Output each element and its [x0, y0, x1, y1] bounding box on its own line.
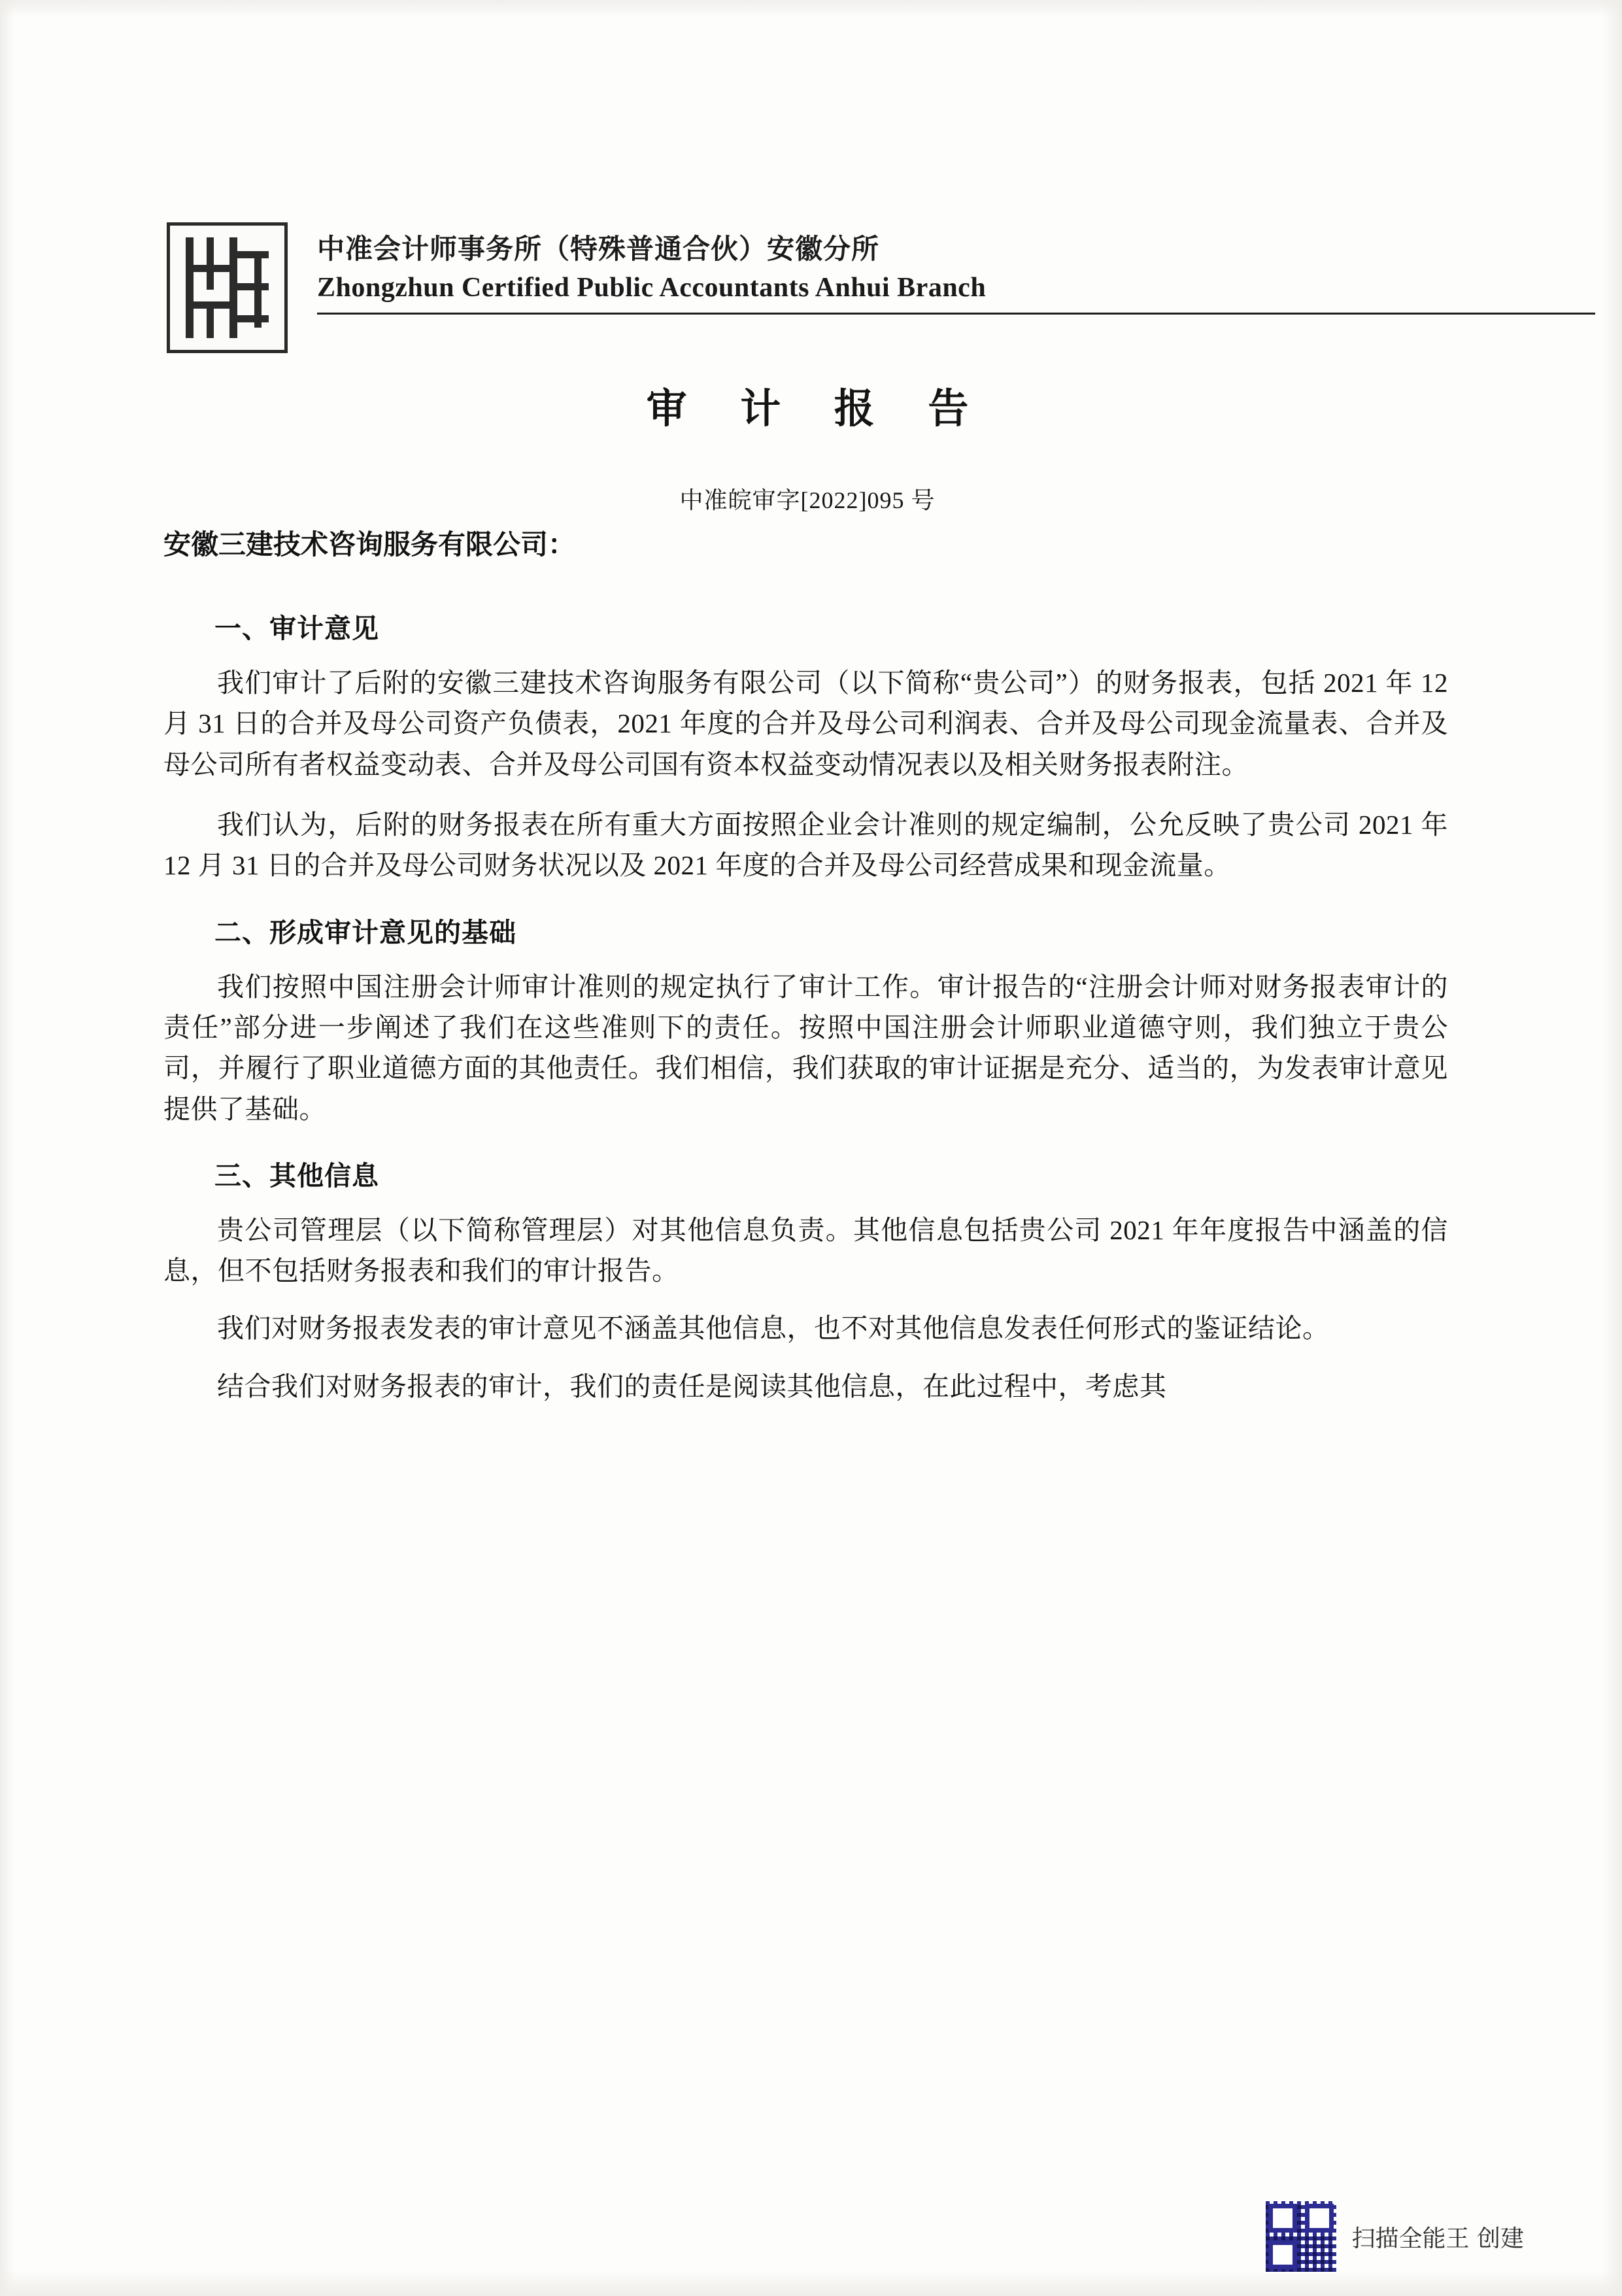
watermark-text: 扫描全能王 创建 [1351, 2225, 1524, 2252]
qr-code-icon [1264, 2200, 1338, 2273]
company-seal-icon [167, 222, 288, 353]
paragraph: 我们按照中国注册会计师审计准则的规定执行了审计工作。审计报告的“注册会计师对财务报表审计的责任”部分进一步阐述了我们在这些准则下的责任。按照中国注册会计师职业道德守则，我们独立于贵公司，并履行了职业道德方面的其他责任。我们相信，我们获取的审计证据是充分、适当的，为发表审计意见提供了基础。 [163, 971, 1448, 1124]
section-heading-2: 二、形成审计意见的基础 [214, 916, 516, 948]
scan-edge-left [0, 0, 14, 2296]
section-heading-3: 三、其他信息 [214, 1159, 379, 1191]
document-number: 中准皖审字[2022]095 号 [679, 487, 936, 513]
letterhead [167, 216, 1448, 356]
paragraph: 结合我们对财务报表的审计，我们的责任是阅读其他信息，在此过程中，考虑其 [217, 1371, 1167, 1401]
document-body [163, 582, 1448, 1424]
letterhead-divider [317, 313, 1595, 315]
paragraph: 贵公司管理层（以下简称管理层）对其他信息负责。其他信息包括贵公司 2021 年年度报告中涵盖的信息，但不包括财务报表和我们的审计报告。 [163, 1214, 1448, 1286]
firm-name-chinese: 中准会计师事务所（特殊普通合伙）安徽分所 [317, 233, 880, 265]
section-heading-1: 一、审计意见 [214, 613, 379, 644]
paragraph: 我们认为，后附的财务报表在所有重大方面按照企业会计准则的规定编制，公允反映了贵公司 2021 年 12 月 31 日的合并及母公司财务状况以及 2021 年度的合并及母公司经营成果和现金流量。 [163, 809, 1448, 881]
scan-edge-right [1602, 0, 1622, 2296]
scan-edge-bottom [0, 2270, 1622, 2296]
scanner-watermark [1264, 2200, 1524, 2273]
paragraph: 我们对财务报表发表的审计意见不涵盖其他信息，也不对其他信息发表任何形式的鉴证结论。 [217, 1313, 1330, 1344]
addressee: 安徽三建技术咨询服务有限公司： [163, 528, 576, 560]
paragraph: 我们审计了后附的安徽三建技术咨询服务有限公司（以下简称“贵公司”）的财务报表，包括 2021 年 12 月 31 日的合并及母公司资产负债表，2021 年度的合并及母公司利润表、合并及母公司现金流量表、合并及母公司所有者权益变动表、合并及母公司国有资本权益变动情况表以及相关财务报表附注。 [163, 668, 1448, 780]
scan-edge-top [0, 0, 1622, 17]
firm-name-english: Zhongzhun Certified Public Accountants Anhui Branch [317, 273, 987, 303]
page-title: 审 计 报 告 [646, 385, 988, 432]
